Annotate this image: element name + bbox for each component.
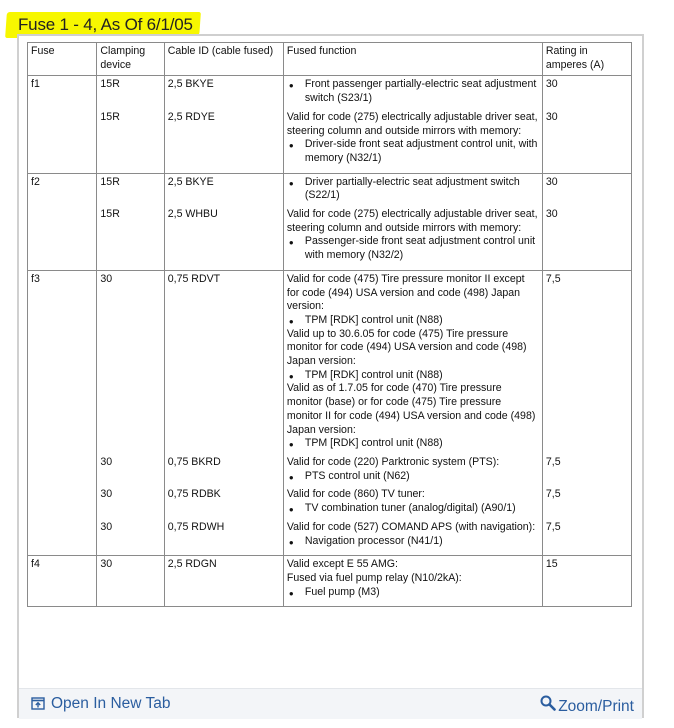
cell-rating xyxy=(542,173,631,270)
fuse-id: f4 xyxy=(31,558,40,571)
cell-fuse xyxy=(28,173,97,270)
rating-value: 7,5 xyxy=(545,455,561,468)
function-entry xyxy=(287,208,538,263)
table-header-row xyxy=(28,43,632,76)
footer-bar xyxy=(19,688,642,719)
header-cable-id: Cable ID (cable fused) xyxy=(164,43,283,76)
bullet-text: Passenger-side front seat adjustment control unit with memory (N32/2) xyxy=(304,235,536,262)
cell-rating xyxy=(542,556,631,607)
rating-value: 15 xyxy=(545,558,558,571)
clamping-value: 30 xyxy=(100,558,113,571)
table-row xyxy=(28,76,632,173)
function-bullet-item xyxy=(287,470,538,484)
zoom-print-link[interactable] xyxy=(540,695,634,716)
function-bullet-item xyxy=(287,314,538,328)
bullet-icon: ● xyxy=(288,238,294,248)
bullet-text: TPM [RDK] control unit (N88) xyxy=(304,313,443,326)
rating-value: 7,5 xyxy=(545,488,561,501)
bullet-text: Driver-side front seat adjustment control unit, with memory (N32/1) xyxy=(304,138,538,164)
header-fused-function: Fused function xyxy=(283,43,542,76)
function-entry xyxy=(287,488,538,515)
cable-value: 2,5 BKYE xyxy=(167,175,214,188)
bullet-text: Fuel pump (M3) xyxy=(304,585,380,598)
cell-clamping-device xyxy=(97,173,164,270)
cable-value: 0,75 BKRD xyxy=(167,455,221,468)
open-in-new-tab-link[interactable] xyxy=(31,695,170,715)
cell-fused-function xyxy=(283,76,542,173)
open-in-new-tab-label: Open In New Tab xyxy=(51,695,171,712)
bullet-text: Navigation processor (N41/1) xyxy=(304,534,443,547)
table-row xyxy=(28,173,632,270)
function-entry xyxy=(287,111,538,166)
zoom-print-label: Zoom/Print xyxy=(558,698,634,715)
fuse-table xyxy=(27,42,632,607)
bullet-icon: ● xyxy=(288,440,294,450)
function-text: Valid for code (275) electrically adjustable driver seat, steering column and outside mirrors with memory: xyxy=(286,208,538,234)
magnifier-icon xyxy=(540,695,556,716)
cable-value: 2,5 WHBU xyxy=(167,208,218,221)
cell-rating xyxy=(542,76,631,173)
page-title: Fuse 1 - 4, As Of 6/1/05 xyxy=(18,15,193,34)
header-clamping-device: Clamping device xyxy=(97,43,164,76)
function-entry xyxy=(287,456,538,483)
cable-value: 0,75 RDWH xyxy=(167,520,225,533)
rating-value: 30 xyxy=(545,175,558,188)
cable-value: 2,5 RDGN xyxy=(167,558,217,571)
clamping-value: 15R xyxy=(100,78,120,91)
bullet-text: Front passenger partially-electric seat adjustment switch (S23/1) xyxy=(304,78,537,105)
cell-fused-function xyxy=(283,173,542,270)
table-row xyxy=(28,556,632,607)
cable-value: 0,75 RDVT xyxy=(167,272,221,285)
header-rating: Rating in amperes (A) xyxy=(542,43,631,76)
rating-value: 7,5 xyxy=(545,520,561,533)
clamping-value: 30 xyxy=(100,488,113,501)
function-entry xyxy=(287,521,538,548)
bullet-text: TPM [RDK] control unit (N88) xyxy=(304,437,443,450)
bullet-icon: ● xyxy=(288,316,294,326)
rating-value: 30 xyxy=(545,78,558,91)
header-fuse: Fuse xyxy=(28,43,97,76)
bullet-icon: ● xyxy=(288,505,294,515)
bullet-icon: ● xyxy=(288,178,294,188)
cell-fuse xyxy=(28,556,97,607)
bullet-icon: ● xyxy=(288,588,294,598)
function-bullet-item xyxy=(287,437,538,451)
cell-fused-function xyxy=(283,556,542,607)
cell-clamping-device xyxy=(97,270,164,555)
cell-clamping-device xyxy=(97,76,164,173)
cell-rating xyxy=(542,270,631,555)
function-text: Valid up to 30.6.05 for code (475) Tire pressure monitor for code (494) USA version and code (498) Japan version: xyxy=(286,327,527,368)
function-text: Valid for code (527) COMAND APS (with navigation): xyxy=(286,520,536,533)
cable-value: 2,5 RDYE xyxy=(167,110,215,123)
bullet-icon: ● xyxy=(288,141,294,151)
function-text: Valid for code (860) TV tuner: xyxy=(286,488,425,501)
cable-value: 2,5 BKYE xyxy=(167,78,214,91)
table-row xyxy=(28,270,632,555)
function-entry xyxy=(287,78,538,105)
rating-value: 30 xyxy=(545,208,558,221)
cell-clamping-device xyxy=(97,556,164,607)
function-text: Valid for code (475) Tire pressure monitor II except for code (494) USA version and code (498) Japan version: xyxy=(286,272,525,313)
cell-cable-id xyxy=(164,173,283,270)
function-text: Valid except E 55 AMG: xyxy=(286,558,398,571)
cell-cable-id xyxy=(164,556,283,607)
cell-fused-function xyxy=(283,270,542,555)
clamping-value: 15R xyxy=(100,110,120,123)
function-text: Valid for code (275) electrically adjustable driver seat, steering column and outside mirrors with memory: xyxy=(286,110,538,137)
clamping-value: 15R xyxy=(100,208,120,221)
open-new-tab-icon xyxy=(31,697,45,715)
cell-cable-id xyxy=(164,76,283,173)
function-bullet-item xyxy=(287,176,538,203)
clamping-value: 30 xyxy=(100,520,113,533)
function-bullet-item xyxy=(287,535,538,549)
bullet-icon: ● xyxy=(288,472,294,482)
function-bullet-item xyxy=(287,235,538,262)
function-text: Valid for code (220) Parktronic system (PTS): xyxy=(286,455,500,468)
fuse-id: f1 xyxy=(31,78,40,91)
clamping-value: 30 xyxy=(100,272,113,285)
fuse-id: f2 xyxy=(31,175,40,188)
bullet-text: PTS control unit (N62) xyxy=(304,469,410,482)
cell-fuse xyxy=(28,270,97,555)
function-entry xyxy=(287,273,538,451)
function-entry xyxy=(287,558,538,599)
clamping-value: 30 xyxy=(100,455,113,468)
table-body xyxy=(28,76,632,607)
function-bullet-item xyxy=(287,78,538,105)
function-text: Valid as of 1.7.05 for code (470) Tire pressure monitor (base) or for code (475) Tire pressure monitor II for code (494) USA version and code (498) Japan version: xyxy=(286,382,536,436)
function-entry xyxy=(287,176,538,203)
cable-value: 0,75 RDBK xyxy=(167,488,221,501)
bullet-icon: ● xyxy=(288,371,294,381)
rating-value: 7,5 xyxy=(545,272,561,285)
function-bullet-item xyxy=(287,586,538,600)
cell-cable-id xyxy=(164,270,283,555)
function-bullet-item xyxy=(287,369,538,383)
bullet-text: Driver partially-electric seat adjustment switch (S22/1) xyxy=(304,175,520,202)
clamping-value: 15R xyxy=(100,175,120,188)
bullet-icon: ● xyxy=(288,81,294,91)
fuse-id: f3 xyxy=(31,272,40,285)
bullet-text: TV combination tuner (analog/digital) (A90/1) xyxy=(304,502,516,515)
cell-fuse xyxy=(28,76,97,173)
bullet-text: TPM [RDK] control unit (N88) xyxy=(304,368,443,381)
function-bullet-item xyxy=(287,502,538,516)
function-bullet-item xyxy=(287,138,538,165)
function-text: Fused via fuel pump relay (N10/2kA): xyxy=(286,571,462,584)
bullet-icon: ● xyxy=(288,537,294,547)
rating-value: 30 xyxy=(545,110,558,123)
